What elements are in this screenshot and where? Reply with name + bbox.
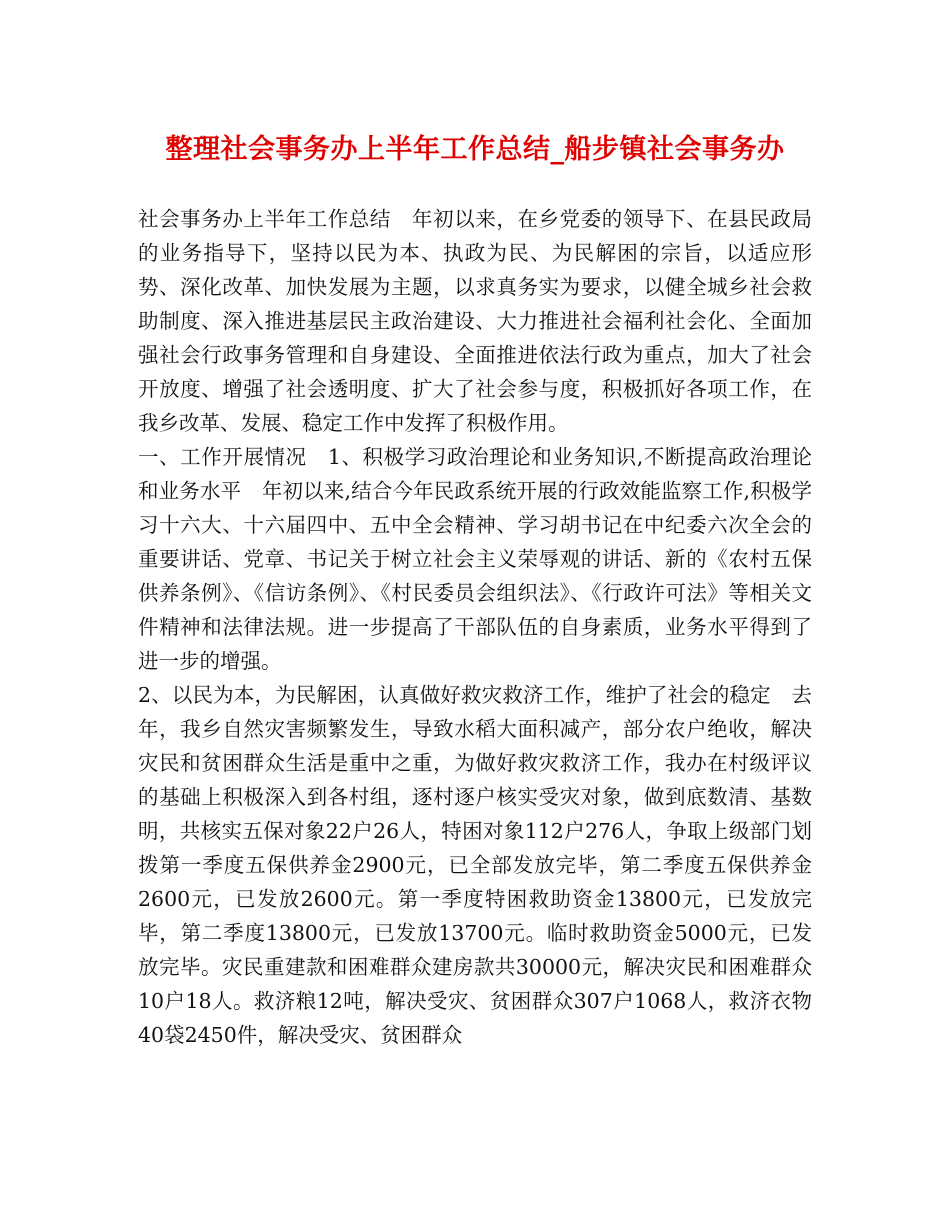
paragraph-intro: 社会事务办上半年工作总结 年初以来，在乡党委的领导下、在县民政局的业务指导下，坚持以民为本、执政为民、为民解困的宗旨，以适应形势、深化改革、加快发展为主题，以求真务实为要求，以健全城乡社会救助制度、深入推进基层民主政治建设、大力推进社会福利社会化、全面加强社会行政事务管理和自身建设、全面推进依法行政为重点，加大了社会开放度、增强了社会透明度、扩大了社会参与度，积极抓好各项工作，在我乡改革、发展、稳定工作中发挥了积极作用。 (138, 207, 812, 435)
paragraph-section-1: 一、工作开展情况 1、积极学习政治理论和业务知识,不断提高政治理论和业务水平 年初以来,结合今年民政系统开展的行政效能监察工作,积极学习十六大、十六届四中、五中全会精神、学习胡书记在中纪委六次全会的重要讲话、党章、书记关于树立社会主义荣辱观的讲话、新的《农村五保供养条例》、《信访条例》、《村民委员会组织法》、《行政许可法》等相关文件精神和法律法规。进一步提高了干部队伍的自身素质，业务水平得到了进一步的增强。 (138, 445, 812, 673)
paragraph-section-2: 2、以民为本，为民解困，认真做好救灾救济工作，维护了社会的稳定 去年，我乡自然灾害频繁发生，导致水稻大面积减产，部分农户绝收，解决灾民和贫困群众生活是重中之重，为做好救灾救济工作，我办在村级评议的基础上积极深入到各村组，逐村逐户核实受灾对象，做到底数清、基数明，共核实五保对象22户26人，特困对象112户276人，争取上级部门划拨第一季度五保供养金2900元，已全部发放完毕，第二季度五保供养金2600元，已发放2600元。第一季度特困救助资金13800元，已发放完毕，第二季度13800元，已发放13700元。临时救助资金5000元，已发放完毕。灾民重建款和困难群众建房款共30000元，解决灾民和困难群众10户18人。救济粮12吨，解决受灾、贫困群众307户1068人，救济衣物40袋2450件，解决受灾、贫困群众 (138, 683, 812, 1047)
document-body (138, 202, 812, 1052)
document-title: 整理社会事务办上半年工作总结_船步镇社会事务办 (165, 134, 785, 165)
